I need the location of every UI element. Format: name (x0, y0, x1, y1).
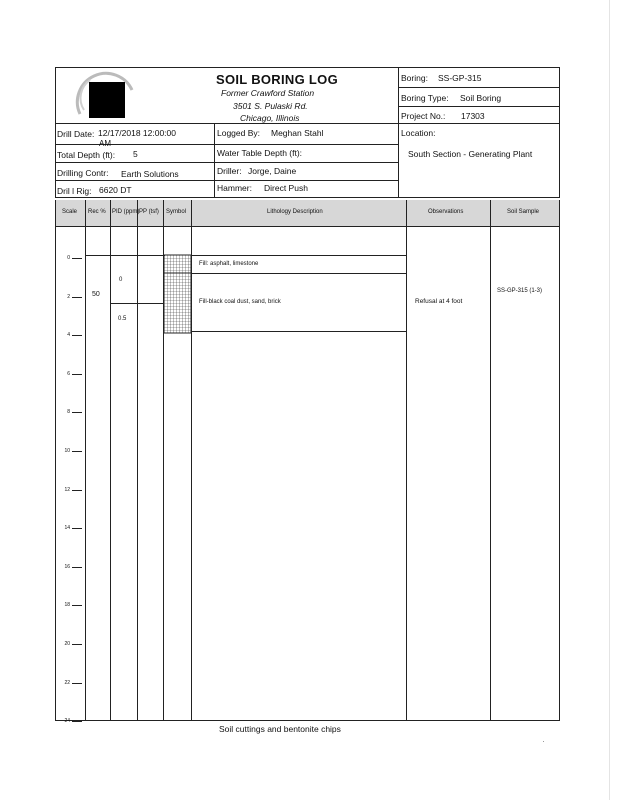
scan-speck (543, 741, 544, 742)
log-table (55, 200, 560, 721)
hammer-label: Hammer: (217, 183, 252, 193)
total-depth-label: Total Depth (ft): (57, 150, 116, 160)
scale-tick (72, 258, 82, 259)
scale-tick (72, 528, 82, 529)
scale-tick-label: 8 (67, 409, 70, 415)
project-label: Project No.: (401, 111, 446, 121)
col-rec: Rec % (88, 209, 106, 215)
scale-tick (72, 721, 82, 722)
redaction-box (89, 82, 125, 118)
driller-value: Jorge, Daine (248, 166, 297, 176)
report-title: SOIL BORING LOG (216, 72, 338, 87)
scale-tick (72, 683, 82, 684)
scale-tick-label: 24 (64, 718, 70, 724)
drilling-contr-label: Drilling Contr: (57, 168, 109, 178)
site-name: Former Crawford Station (221, 88, 315, 98)
lithology-layer-1: Fill: asphalt, limestone (199, 261, 259, 267)
total-depth-value: 5 (133, 149, 138, 159)
pid-value-2: 0.5 (118, 316, 127, 322)
location-value: South Section - Generating Plant (408, 149, 533, 159)
scale-tick (72, 412, 82, 413)
scale-tick (72, 451, 82, 452)
site-city: Chicago, Illinois (240, 113, 300, 123)
boring-type-label: Boring Type: (401, 93, 449, 103)
scale-tick-label: 4 (67, 332, 70, 338)
scale-tick-label: 22 (64, 680, 70, 686)
water-table-label: Water Table Depth (ft): (217, 148, 303, 158)
col-scale: Scale (62, 209, 78, 215)
scale-tick-label: 10 (64, 448, 70, 454)
pid-value-1: 0 (119, 277, 123, 283)
drill-rig-label: Dril l Rig: (57, 186, 92, 196)
scale-tick (72, 297, 82, 298)
col-lithology: Lithology Description (267, 209, 323, 215)
soil-sample-id: SS-GP-315 (1-3) (497, 288, 543, 294)
drill-date-value: 12/17/2018 12:00:00 (98, 128, 176, 138)
col-symbol: Symbol (166, 209, 187, 215)
scale-tick-label: 12 (64, 487, 70, 493)
project-value: 17303 (461, 111, 485, 121)
drill-date-label: Drill Date: (57, 129, 95, 139)
col-soil-sample: Soil Sample (507, 209, 540, 215)
scale-tick (72, 605, 82, 606)
boring-value: SS-GP-315 (438, 73, 482, 83)
boring-type-value: Soil Boring (460, 93, 502, 103)
logged-by-label: Logged By: (217, 128, 261, 138)
col-pid: PID (ppm) (112, 209, 140, 215)
scale-tick-label: 14 (64, 525, 70, 531)
scale-tick (72, 490, 82, 491)
scale-tick (72, 644, 82, 645)
hammer-value: Direct Push (264, 183, 308, 193)
col-pp: PP (tsf) (139, 209, 159, 215)
backfill-note: Soil cuttings and bentonite chips (219, 724, 341, 734)
observation-note: Refusal at 4 foot (415, 298, 463, 305)
fill-symbol-hatch (164, 255, 191, 333)
scale-tick-label: 6 (67, 371, 70, 377)
driller-label: Driller: (217, 166, 242, 176)
logged-by-value: Meghan Stahl (271, 128, 324, 138)
drilling-contr-value: Earth Solutions (121, 169, 179, 179)
lithology-layer-2: Fill-black coal dust, sand, brick (199, 299, 281, 305)
scale-tick-label: 20 (64, 641, 70, 647)
site-address: 3501 S. Pulaski Rd. (233, 101, 308, 111)
drill-date-ampm: AM (99, 139, 111, 148)
scan-edge-line (609, 0, 610, 800)
scale-tick (72, 374, 82, 375)
scale-tick (72, 335, 82, 336)
col-observations: Observations (428, 209, 464, 215)
scale-tick-label: 16 (64, 564, 70, 570)
scale-tick-label: 2 (67, 294, 70, 300)
scale-tick-label: 18 (64, 602, 70, 608)
drill-rig-value: 6620 DT (99, 185, 132, 195)
scale-tick-label: 0 (67, 255, 70, 261)
scale-tick (72, 567, 82, 568)
boring-label: Boring: (401, 73, 428, 83)
location-label: Location: (401, 128, 436, 138)
rec-value: 50 (92, 291, 100, 298)
